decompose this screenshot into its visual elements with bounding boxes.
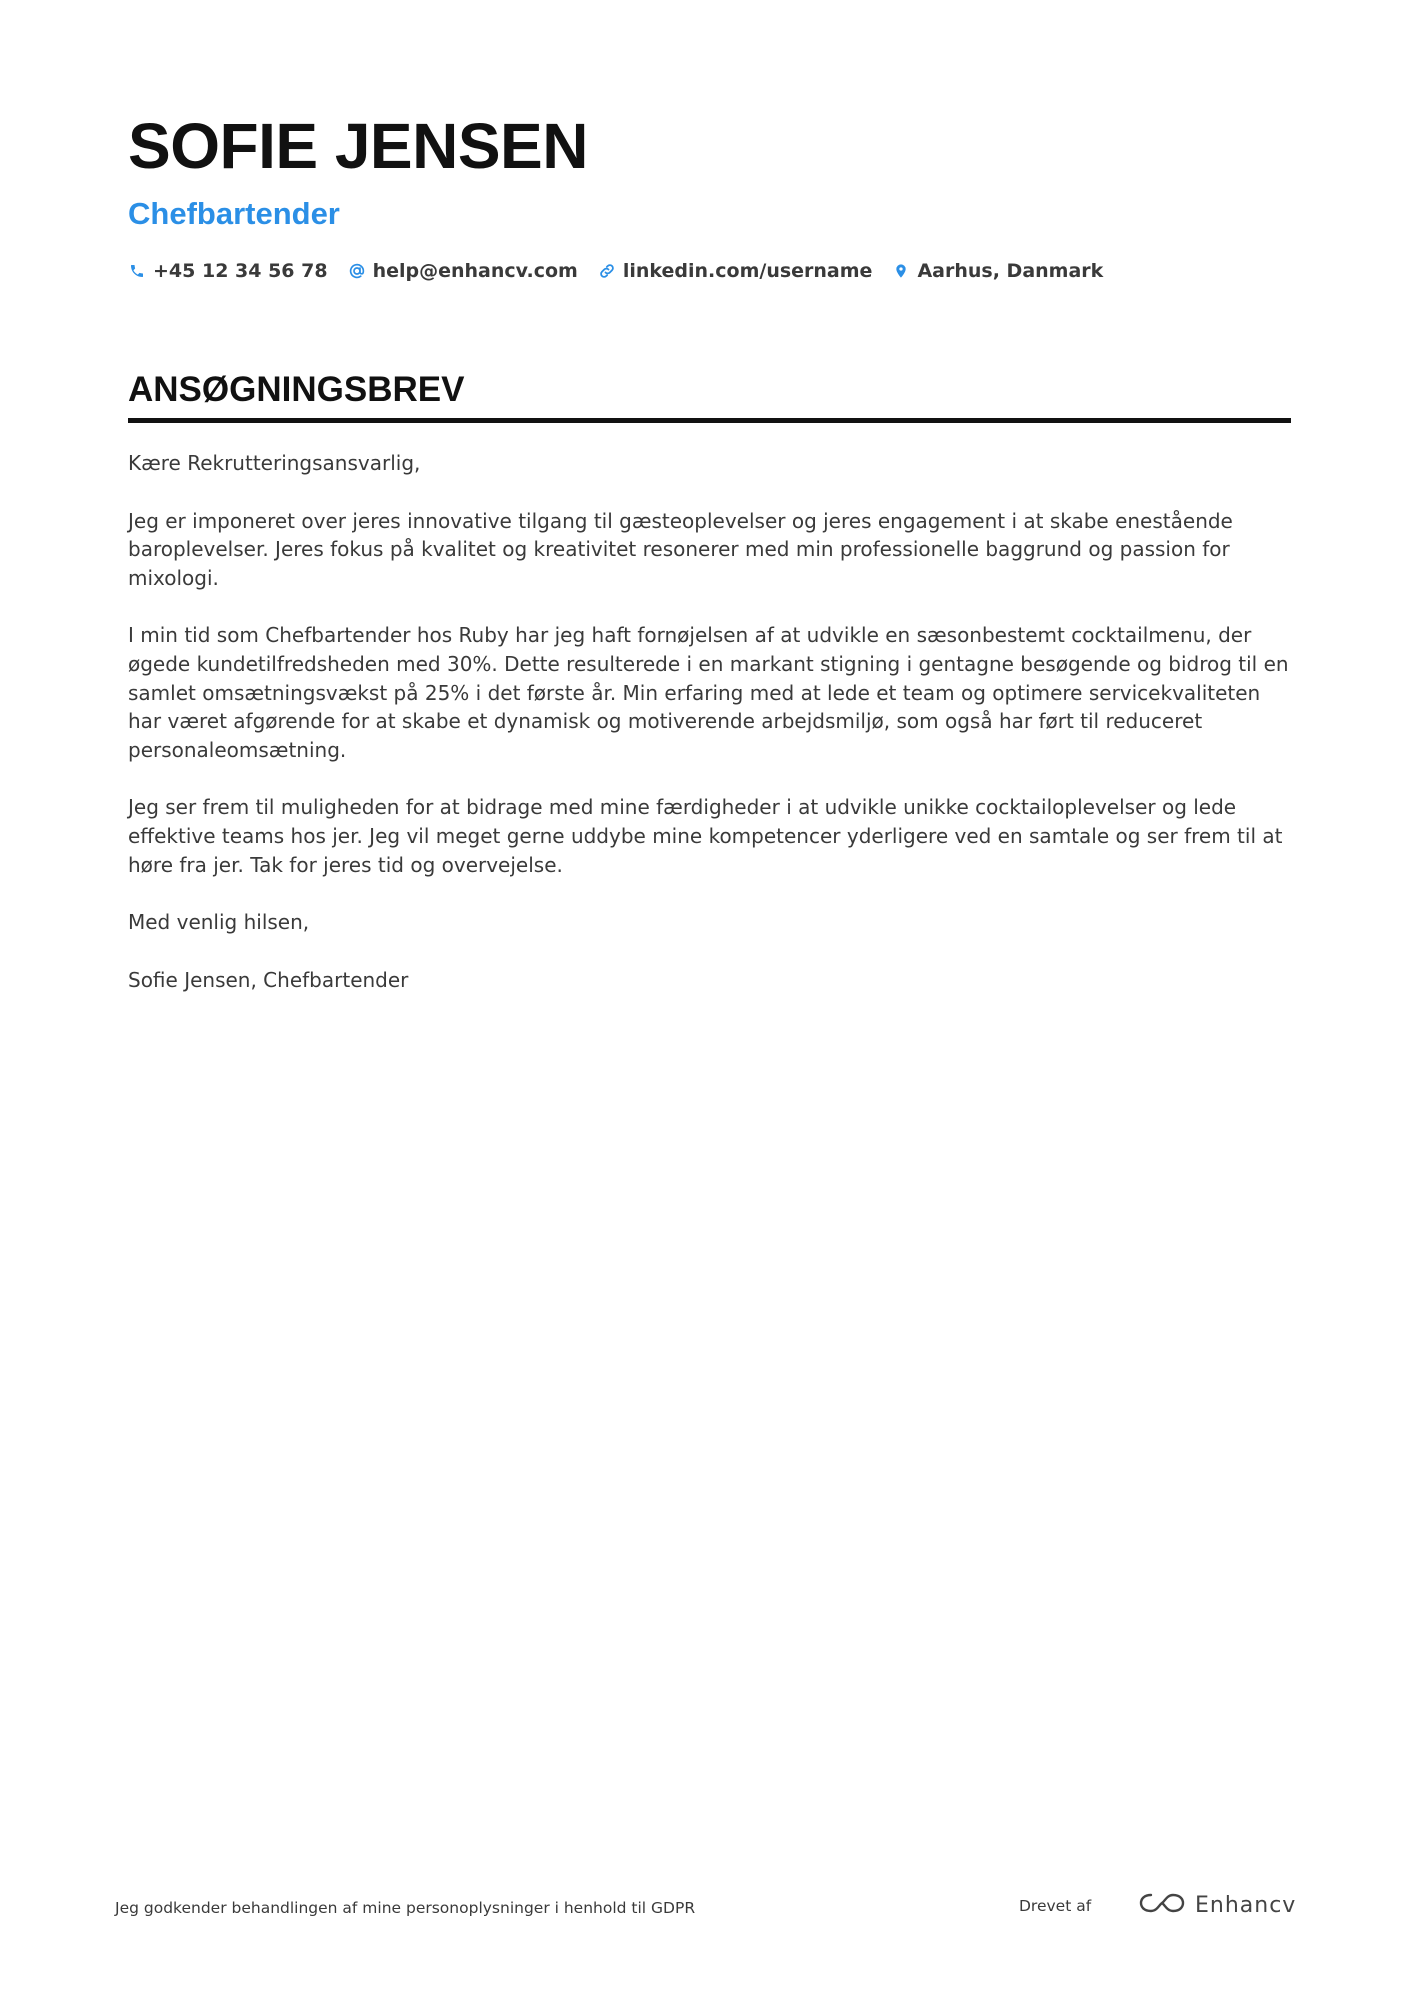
contact-location	[892, 260, 1103, 282]
letter-closing: Med venlig hilsen,	[128, 910, 310, 935]
letter-paragraph: Jeg ser frem til muligheden for at bidrage med mine færdigheder i at udvikle unikke cocktailoplevelser og lede effektive teams hos jer. Jeg vil meget gerne uddybe mine kompetencer yderligere ved en samtale og ser frem til at høre fra jer. Tak for jeres tid og overvejelse.	[128, 795, 1283, 877]
gdpr-consent-text: Jeg godkender behandlingen af mine personoplysninger i henhold til GDPR	[115, 1899, 696, 1917]
at-icon	[348, 262, 366, 280]
contact-linkedin[interactable]	[598, 260, 873, 282]
location-pin-icon	[892, 262, 910, 280]
section-divider	[128, 418, 1291, 423]
contact-linkedin-text: linkedin.com/username	[622, 260, 873, 282]
letter-signature: Sofie Jensen, Chefbartender	[128, 967, 409, 992]
contact-phone-text: +45 12 34 56 78	[153, 260, 328, 282]
section-title: ANSØGNINGSBREV	[128, 370, 465, 409]
header	[128, 110, 1291, 282]
contact-phone[interactable]	[128, 260, 328, 282]
enhancv-brand[interactable]	[1139, 1891, 1296, 1919]
cover-letter-section	[128, 368, 1291, 1023]
enhancv-brand-name: Enhancv	[1195, 1892, 1297, 1918]
phone-icon	[128, 262, 146, 280]
link-icon	[598, 262, 616, 280]
enhancv-logo-icon	[1139, 1891, 1185, 1919]
letter-paragraph: I min tid som Chefbartender hos Ruby har jeg haft fornøjelsen af at udvikle en sæsonbestemt cocktailmenu, der øgede kundetilfredsheden med 30%. Dette resulterede i en markant stigning i gentagne besøgende og bidrog til en samlet omsætningsvækst på 25% i det første år. Min erfaring med at lede et team og optimere servicekvaliteten har været afgørende for at skabe et dynamisk og motiverende arbejdsmiljø, som også har ført til reduceret personaleomsætning.	[128, 623, 1289, 762]
contact-bar	[128, 260, 1291, 282]
contact-email-text: help@enhancv.com	[372, 260, 578, 282]
job-title: Chefbartender	[128, 196, 340, 231]
footer	[115, 1892, 1297, 1923]
letter-greeting: Kære Rekrutteringsansvarlig,	[128, 451, 421, 475]
powered-by-label: Drevet af	[1019, 1897, 1092, 1915]
contact-location-text: Aarhus, Danmark	[917, 260, 1104, 282]
letter-paragraph: Jeg er imponeret over jeres innovative tilgang til gæsteoplevelser og jeres engagement i at skabe enestående baroplevelser. Jeres fokus på kvalitet og kreativitet resonerer med min professionelle baggrund og passion for mixologi.	[128, 508, 1233, 590]
letter-body	[128, 449, 1291, 994]
candidate-name: SOFIE JENSEN	[128, 110, 588, 182]
contact-email[interactable]	[348, 260, 578, 282]
